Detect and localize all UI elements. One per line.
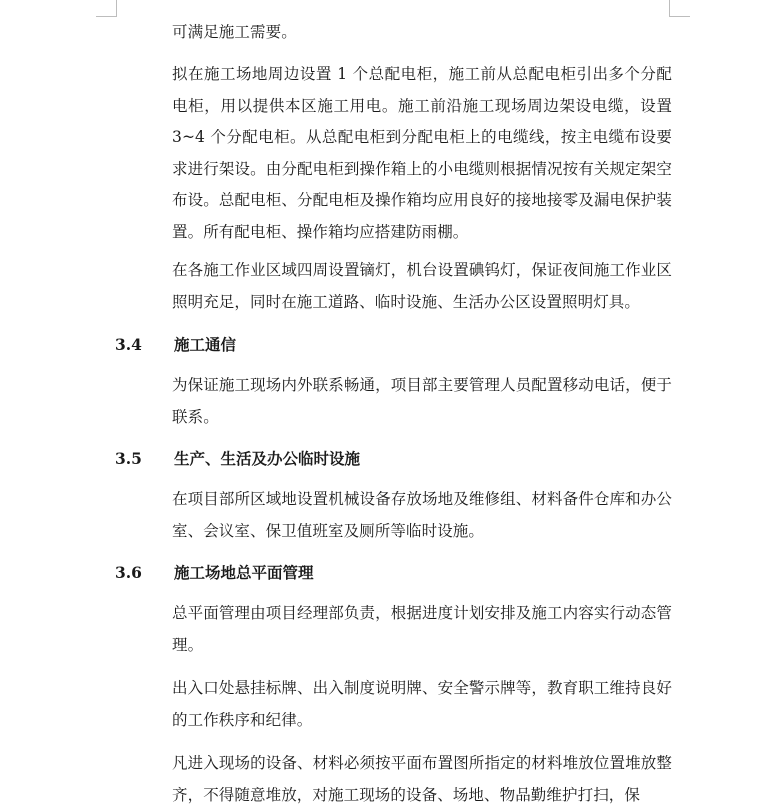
section-number: 3.6 [115, 563, 142, 582]
section-title: 施工通信 [174, 335, 237, 354]
section-title: 施工场地总平面管理 [174, 563, 314, 582]
section-title: 生产、生活及办公临时设施 [174, 449, 361, 468]
paragraph: 总平面管理由项目经理部负责，根据进度计划安排及施工内容实行动态管理。 [172, 604, 672, 654]
section-heading [115, 331, 675, 359]
paragraph: 凡进入现场的设备、材料必须按平面布置图所指定的材料堆放位置堆放整齐，不得随意堆放，对施工现场的设备、场地、物品勤维护打扫，保 [172, 754, 672, 804]
paragraph: 在项目部所区域地设置机械设备存放场地及维修组、材料备件仓库和办公室、会议室、保卫值班室及厕所等临时设施。 [172, 490, 672, 540]
paragraph: 出入口处悬挂标牌、出入制度说明牌、安全警示牌等，教育职工维持良好的工作秩序和纪律。 [172, 679, 672, 729]
paragraph: 可满足施工需要。 [172, 23, 297, 41]
section-heading [115, 559, 675, 587]
section-heading [115, 445, 675, 473]
paragraph: 拟在施工场地周边设置 1 个总配电柜，施工前从总配电柜引出多个分配电柜，用以提供本区施工用电。施工前沿施工现场周边架设电缆，设置 3~4 个分配电柜。从总配电柜到分配电柜上的电缆线，按主电缆布设要求进行架设。由分配电柜到操作箱上的小电缆则根据情况按有关规定架空布设。总配电柜、分配电柜及操作箱均应用良好的接地接零及漏电保护装置。所有配电柜、操作箱均应搭建防雨棚。 [172, 65, 672, 241]
paragraph: 在各施工作业区域四周设置镝灯，机台设置碘钨灯，保证夜间施工作业区照明充足，同时在施工道路、临时设施、生活办公区设置照明灯具。 [172, 261, 672, 311]
section-number: 3.5 [115, 449, 142, 468]
section-number: 3.4 [115, 335, 142, 354]
paragraph: 为保证施工现场内外联系畅通，项目部主要管理人员配置移动电话，便于联系。 [172, 376, 672, 426]
